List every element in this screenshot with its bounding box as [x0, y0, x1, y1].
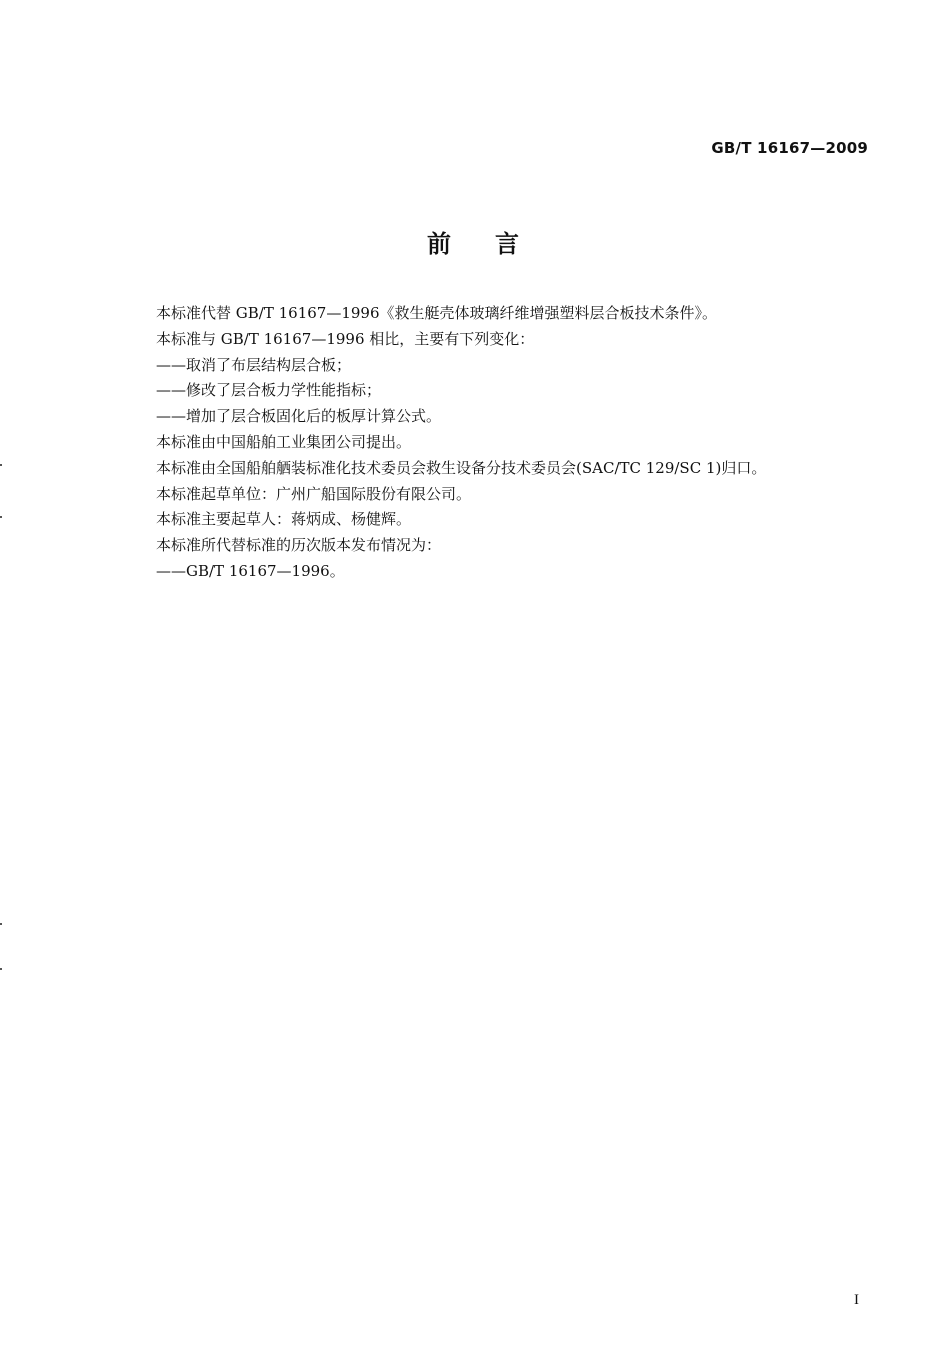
foreword-line: 本标准起草单位：广州广船国际股份有限公司。 [156, 484, 472, 503]
foreword-line: 本标准由全国船舶舾装标准化技术委员会救生设备分技术委员会(SAC/TC 129/SC 1)归口。 [156, 458, 767, 477]
foreword-line: 本标准与 GB/T 16167—1996 相比，主要有下列变化： [156, 329, 535, 348]
foreword-body [156, 301, 876, 585]
scan-speck [0, 968, 2, 970]
standard-number: GB/T 16167—2009 [711, 139, 868, 157]
foreword-line: 本标准所代替标准的历次版本发布情况为： [156, 536, 442, 555]
foreword-line: ——修改了层合板力学性能指标； [156, 381, 382, 400]
page-title: 前言 [427, 230, 563, 258]
foreword-line: ——增加了层合板固化后的板厚计算公式。 [156, 407, 442, 426]
foreword-line: 本标准代替 GB/T 16167—1996《救生艇壳体玻璃纤维增强塑料层合板技术条件》。 [156, 304, 717, 322]
scan-speck [0, 516, 2, 518]
foreword-line: ——取消了布层结构层合板； [156, 355, 352, 374]
foreword-line: 本标准由中国船舶工业集团公司提出。 [156, 432, 412, 451]
page-number: I [854, 1292, 859, 1308]
foreword-line: 本标准主要起草人：蒋炳成、杨健辉。 [156, 510, 412, 529]
scan-speck [0, 464, 2, 466]
foreword-line: ——GB/T 16167—1996。 [156, 561, 345, 580]
scan-speck [0, 923, 2, 925]
